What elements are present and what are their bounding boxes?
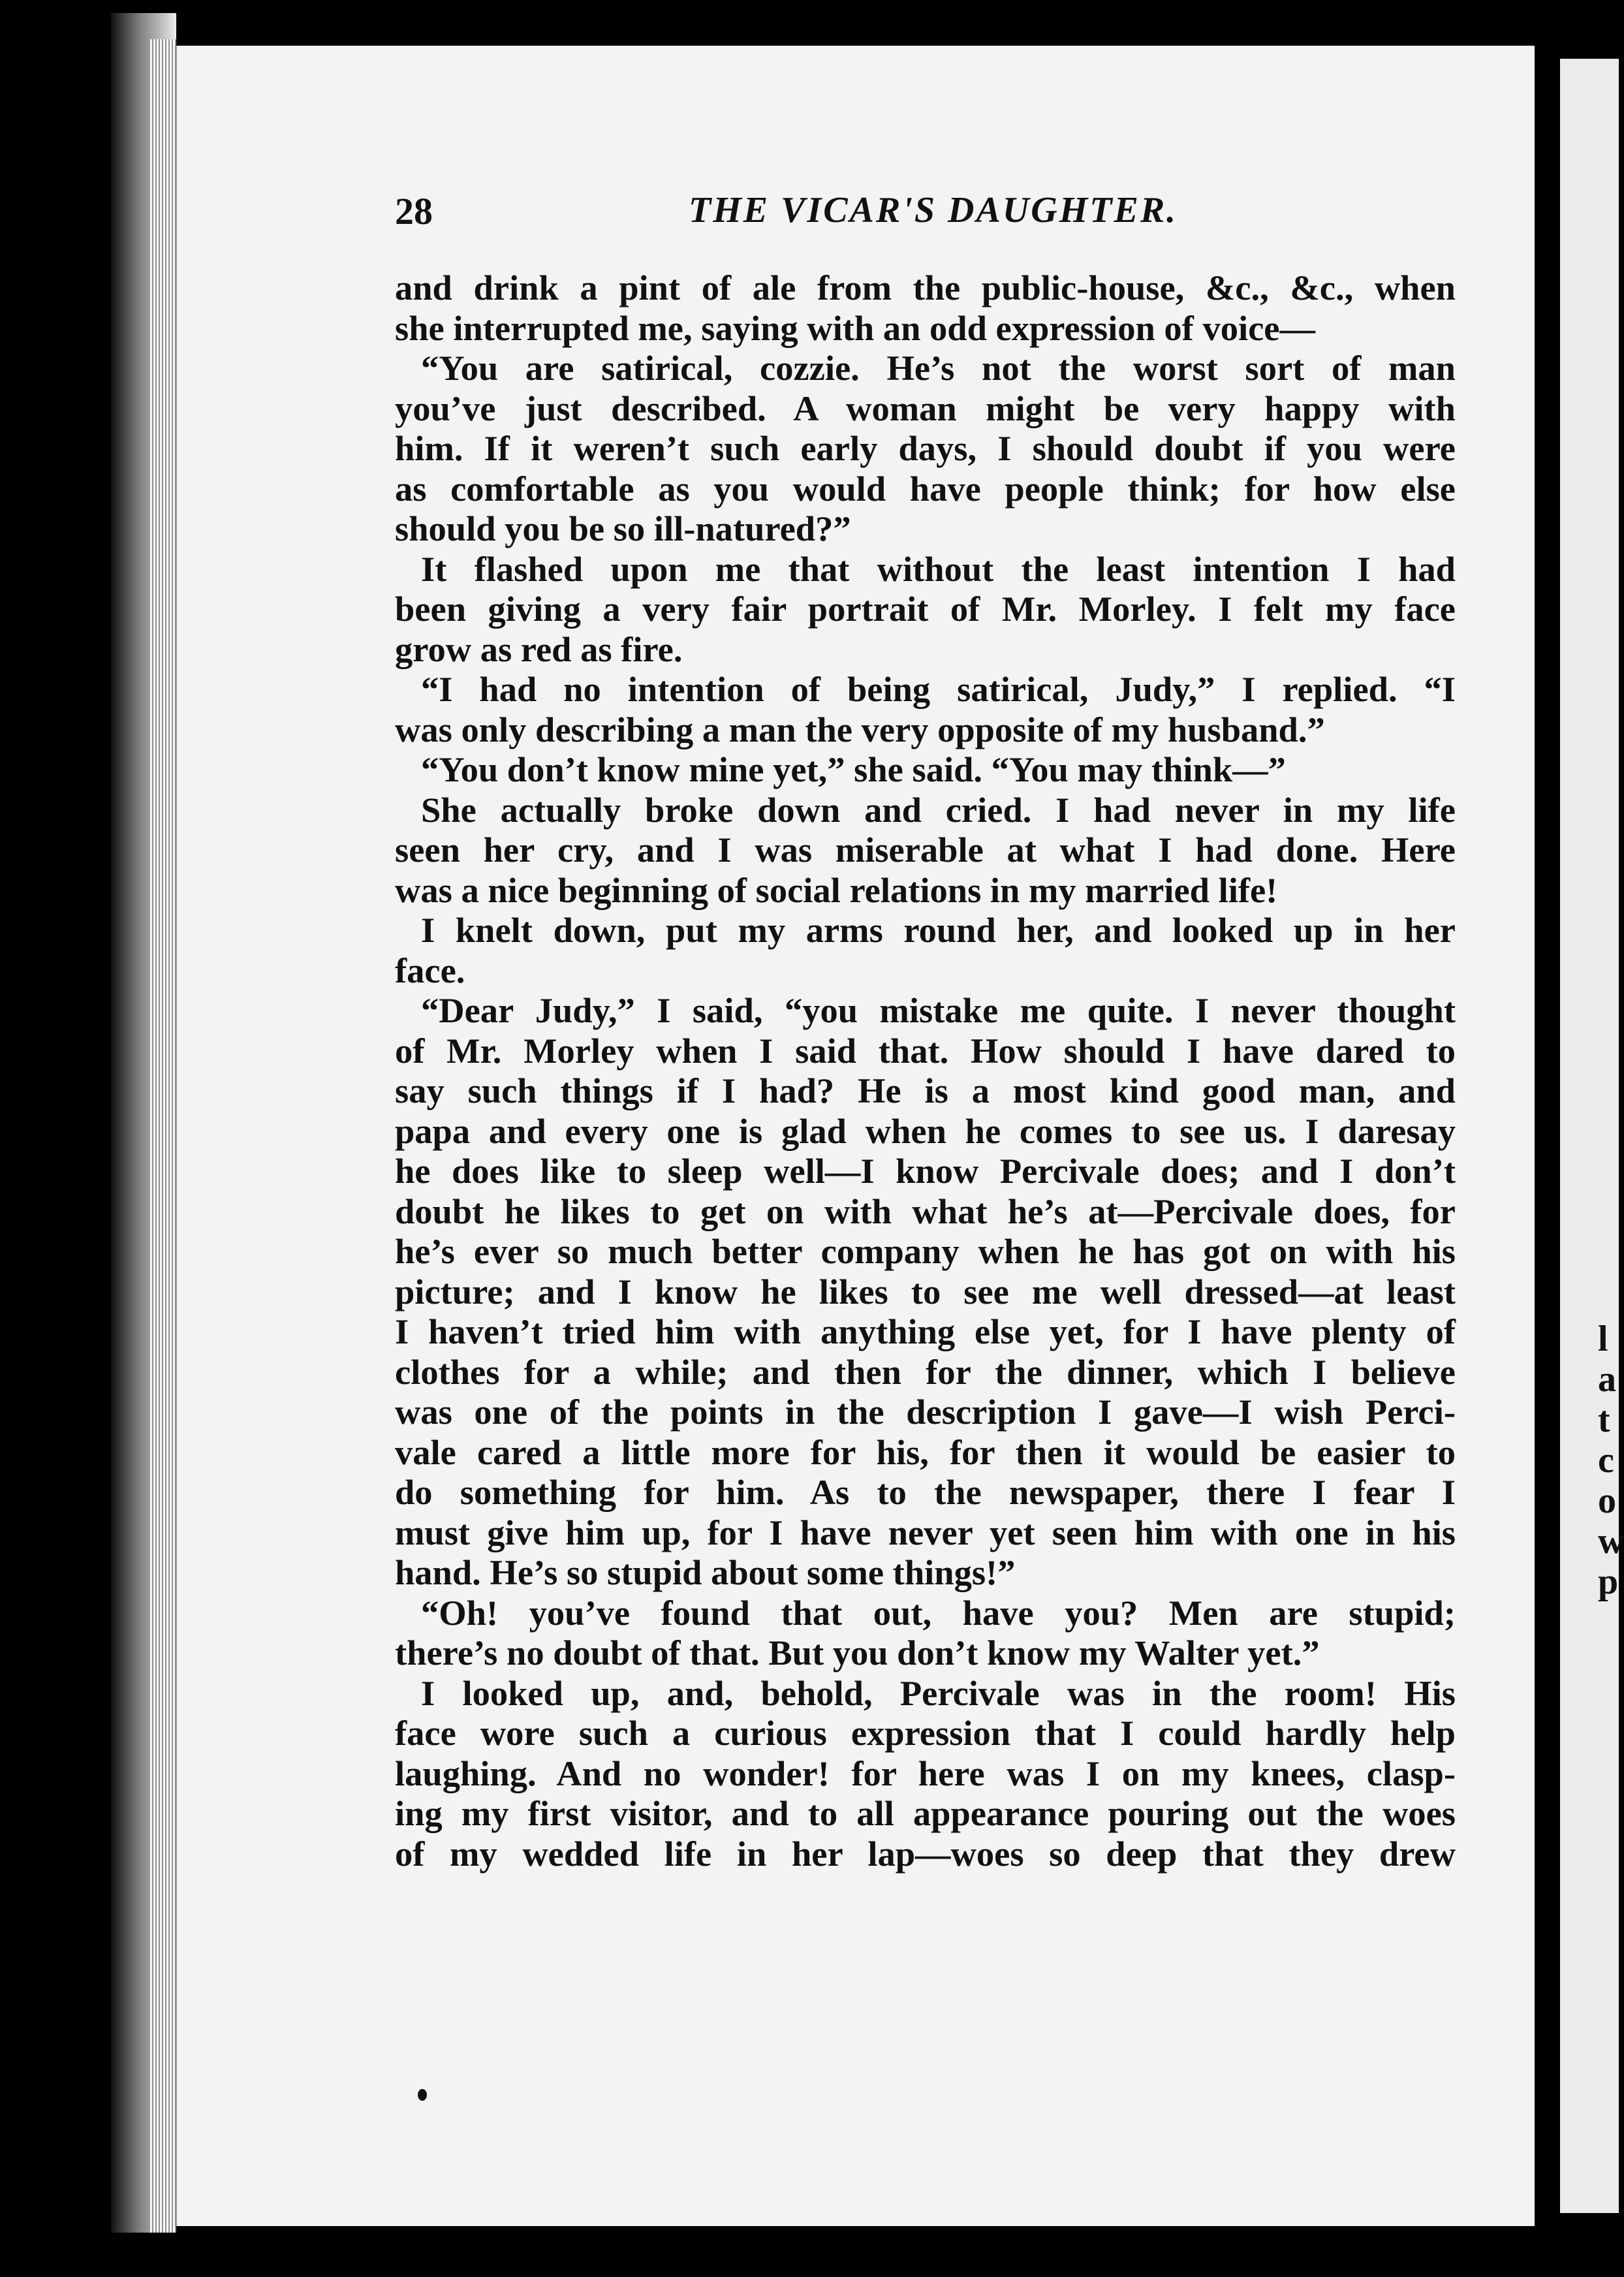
text-line: grow as red as fire. xyxy=(395,629,683,669)
text-line: there’s no doubt of that. But you don’t know my Walter yet.” xyxy=(395,1633,1320,1672)
text-line: She actually broke down and cried. I had never in my life xyxy=(421,789,1456,830)
facing-page-letters xyxy=(1598,1319,1624,1602)
text-line: and drink a pint of ale from the public-house, &c., &c., when xyxy=(395,268,1456,307)
text-line: “You are satirical, cozzie. He’s not the worst sort of man xyxy=(421,348,1456,388)
facing-page-letter: w xyxy=(1598,1521,1624,1562)
ink-speck xyxy=(418,2089,427,2101)
facing-page-letter: c xyxy=(1598,1440,1614,1481)
text-line: doubt he likes to get on with what he’s at—Percivale does, for xyxy=(395,1191,1456,1231)
text-line: he’s ever so much better company when he has got on with his xyxy=(395,1231,1456,1271)
text-line: I haven’t tried him with anything else yet, for I have plenty of xyxy=(395,1311,1456,1351)
text-line: ing my first visitor, and to all appearance pouring out the woes xyxy=(395,1793,1456,1833)
text-line: was one of the points in the description I gave—I wish Perci- xyxy=(395,1392,1456,1432)
text-line: I knelt down, put my arms round her, and looked up in her xyxy=(421,910,1456,950)
text-line: him. If it weren’t such early days, I should doubt if you were xyxy=(395,428,1456,468)
text-line: face. xyxy=(395,950,465,990)
text-line: of my wedded life in her lap—woes so deep that they drew xyxy=(395,1833,1456,1874)
text-line: as comfortable as you would have people think; for how else xyxy=(395,468,1456,509)
text-line: must give him up, for I have never yet seen him with one in his xyxy=(395,1512,1456,1552)
running-head xyxy=(395,189,1465,242)
page-number: 28 xyxy=(395,190,433,232)
text-line: been giving a very fair portrait of Mr. Morley. I felt my face xyxy=(395,589,1456,629)
text-line: should you be so ill-natured?” xyxy=(395,509,851,548)
text-line: was only describing a man the very opposite of my husband.” xyxy=(395,709,1325,749)
text-line: “I had no intention of being satirical, Judy,” I replied. “I xyxy=(421,669,1456,709)
text-line: was a nice beginning of social relations in my married life! xyxy=(395,870,1278,910)
facing-page-letter: a xyxy=(1598,1359,1616,1400)
text-line: she interrupted me, saying with an odd expression of voice— xyxy=(395,307,1315,348)
text-line: clothes for a while; and then for the dinner, which I believe xyxy=(395,1351,1456,1392)
text-line: say such things if I had? He is a most kind good man, and xyxy=(395,1071,1456,1110)
text-line: papa and every one is glad when he comes to see us. I daresay xyxy=(395,1110,1456,1151)
text-line: “Oh! you’ve found that out, have you? Men are stupid; xyxy=(421,1592,1456,1633)
text-line: you’ve just described. A woman might be very happy with xyxy=(395,388,1456,428)
facing-page-letter: t xyxy=(1598,1400,1610,1440)
text-line: vale cared a little more for his, for then it would be easier to xyxy=(395,1432,1456,1472)
facing-page-letter: o xyxy=(1598,1481,1616,1521)
text-line: It flashed upon me that without the least intention I had xyxy=(421,548,1456,589)
text-line: picture; and I know he likes to see me well dressed—at least xyxy=(395,1271,1456,1311)
facing-page-letter: p xyxy=(1598,1562,1619,1602)
text-line: “Dear Judy,” I said, “you mistake me quite. I never thought xyxy=(421,990,1456,1030)
text-line: he does like to sleep well—I know Percivale does; and I don’t xyxy=(395,1151,1456,1191)
body-text xyxy=(395,268,1456,1874)
text-line: hand. He’s so stupid about some things!” xyxy=(395,1552,1016,1592)
text-line: laughing. And no wonder! for here was I on my knees, clasp- xyxy=(395,1753,1456,1793)
text-line: face wore such a curious expression that I could hardly help xyxy=(395,1713,1456,1753)
text-line: I looked up, and, behold, Percivale was in the room! His xyxy=(421,1672,1456,1713)
running-title: THE VICAR'S DAUGHTER. xyxy=(689,190,1178,230)
facing-page-letter: l xyxy=(1598,1319,1608,1359)
text-line: “You don’t know mine yet,” she said. “You may think—” xyxy=(421,749,1286,789)
text-line: of Mr. Morley when I said that. How should I have dared to xyxy=(395,1030,1456,1071)
page-edges xyxy=(150,39,176,2233)
text-line: do something for him. As to the newspaper, there I fear I xyxy=(395,1472,1456,1512)
facing-page-edge xyxy=(1560,59,1624,2213)
text-line: seen her cry, and I was miserable at what I had done. Here xyxy=(395,830,1456,870)
